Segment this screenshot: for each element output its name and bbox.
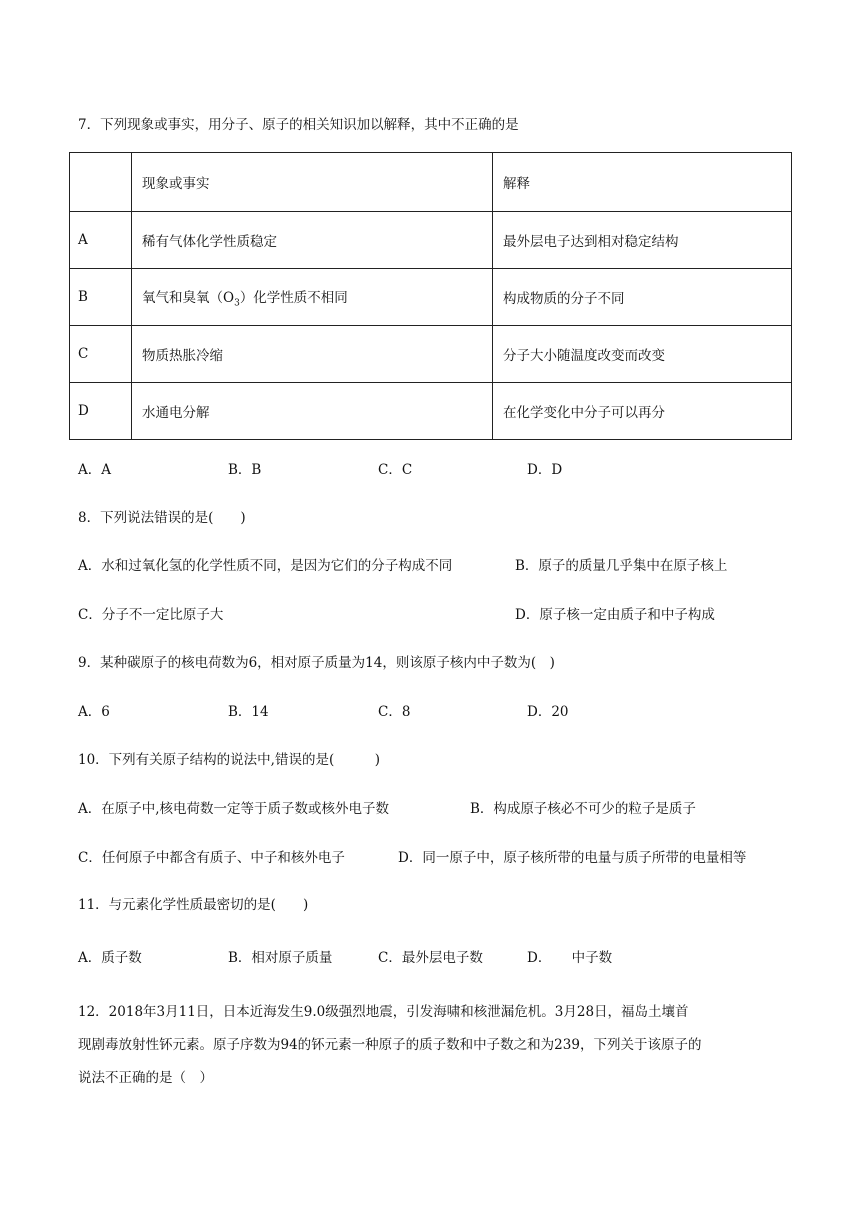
q7-stem: 7．下列现象或事实，用分子、原子的相关知识加以解释，其中不正确的是 — [78, 117, 519, 133]
row-explain: 最外层电子达到相对稳定结构 — [493, 212, 792, 269]
header-blank — [70, 153, 132, 212]
q11-stem: 11．与元素化学性质最密切的是( ) — [78, 897, 309, 913]
q11-option-c[interactable]: C．最外层电子数 — [378, 950, 483, 966]
q7-table — [69, 152, 792, 440]
q11-option-a[interactable]: A．质子数 — [78, 950, 142, 966]
q8-option-d[interactable]: D．原子核一定由质子和中子构成 — [515, 607, 715, 623]
q9-option-c[interactable]: C．8 — [378, 704, 411, 720]
q7-option-c[interactable]: C．C — [378, 462, 413, 478]
q9-option-a[interactable]: A．6 — [78, 704, 110, 720]
q12-line-2: 现剧毒放射性钚元素。原子序数为94的钚元素一种原子的质子数和中子数之和为239，下列关于该原子的 — [78, 1037, 702, 1053]
q7-option-d[interactable]: D．D — [527, 462, 563, 478]
q7-option-b[interactable]: B．B — [228, 462, 262, 478]
table-row — [70, 269, 792, 326]
row-label: A — [70, 212, 132, 269]
q10-option-d[interactable]: D．同一原子中，原子核所带的电量与质子所带的电量相等 — [398, 850, 747, 866]
table-row — [70, 212, 792, 269]
q10-stem: 10．下列有关原子结构的说法中,错误的是( ) — [78, 752, 381, 768]
q8-stem: 8．下列说法错误的是( ) — [78, 510, 246, 526]
row-explain: 分子大小随温度改变而改变 — [493, 326, 792, 383]
q11-option-d[interactable]: D． 中子数 — [527, 950, 613, 966]
q12-line-1: 12．2018年3月11日，日本近海发生9.0级强烈地震，引发海啸和核泄漏危机。3月28日，福岛土壤首 — [78, 1004, 689, 1020]
q8-option-a[interactable]: A．水和过氧化氢的化学性质不同，是因为它们的分子构成不同 — [78, 558, 453, 574]
row-fact: 物质热胀冷缩 — [132, 326, 493, 383]
q10-option-c[interactable]: C．任何原子中都含有质子、中子和核外电子 — [78, 850, 345, 866]
q9-option-b[interactable]: B．14 — [228, 704, 269, 720]
row-label: D — [70, 383, 132, 440]
ozone-subscript: 3 — [234, 298, 240, 309]
row-fact — [132, 269, 493, 326]
fact-text-pre: 氧气和臭氧（O — [142, 289, 235, 306]
q12-line-3: 说法不正确的是（ ） — [78, 1070, 213, 1086]
header-explain: 解释 — [493, 153, 792, 212]
row-fact: 水通电分解 — [132, 383, 493, 440]
q7-option-a[interactable]: A．A — [78, 462, 111, 478]
q10-option-a[interactable]: A．在原子中,核电荷数一定等于质子数或核外电子数 — [78, 801, 390, 817]
row-fact: 稀有气体化学性质稳定 — [132, 212, 493, 269]
table-row — [70, 326, 792, 383]
q8-option-c[interactable]: C．分子不一定比原子大 — [78, 607, 224, 623]
row-label: B — [70, 269, 132, 326]
header-fact: 现象或事实 — [132, 153, 493, 212]
q11-option-b[interactable]: B．相对原子质量 — [228, 950, 333, 966]
table-header-row — [70, 153, 792, 212]
row-explain: 构成物质的分子不同 — [493, 269, 792, 326]
row-explain: 在化学变化中分子可以再分 — [493, 383, 792, 440]
table-row — [70, 383, 792, 440]
fact-text-post: ）化学性质不相同 — [239, 289, 348, 306]
q9-option-d[interactable]: D．20 — [527, 704, 569, 720]
q9-stem: 9．某种碳原子的核电荷数为6，相对原子质量为14，则该原子核内中子数为( ) — [78, 655, 555, 671]
row-label: C — [70, 326, 132, 383]
q8-option-b[interactable]: B．原子的质量几乎集中在原子核上 — [515, 558, 728, 574]
q10-option-b[interactable]: B．构成原子核必不可少的粒子是质子 — [470, 801, 696, 817]
